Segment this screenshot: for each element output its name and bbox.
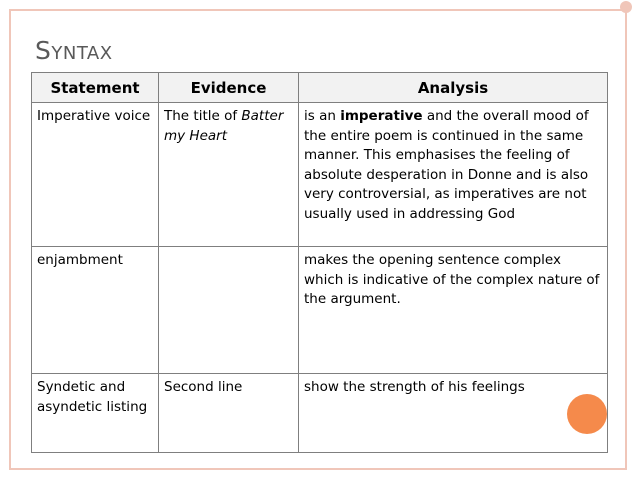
analysis-cell: makes the opening sentence complex which is indicative of the complex nature of the argument.	[299, 247, 608, 374]
evidence-cell: Second line	[159, 374, 299, 453]
analysis-cell: show the strength of his feelings	[299, 374, 608, 453]
statement-cell: Imperative voice	[32, 103, 159, 247]
evidence-text: The title of	[164, 108, 242, 124]
evidence-cell	[159, 103, 299, 247]
slide-title: Syntax	[35, 36, 113, 65]
header-evidence: Evidence	[159, 73, 299, 103]
statement-cell: Syndetic and asyndetic listing	[32, 374, 159, 453]
poem-title: Batter my Heart	[164, 108, 284, 144]
analysis-text: is an	[304, 108, 341, 124]
table-header-row	[32, 73, 608, 103]
table-row	[32, 247, 608, 374]
syntax-table	[31, 72, 608, 453]
header-statement: Statement	[32, 73, 159, 103]
analysis-keyword: imperative	[340, 108, 423, 124]
table-row	[32, 103, 608, 247]
evidence-cell	[159, 247, 299, 374]
analysis-text: and the overall mood of the entire poem is continued in the same manner. This emphasises the feeling of absolute desperation in Donne and is also very controversial, as imperatives are not usually used in addressing God	[304, 108, 589, 222]
corner-decoration-dot	[620, 1, 632, 13]
statement-cell: enjambment	[32, 247, 159, 374]
table-row	[32, 374, 608, 453]
analysis-cell	[299, 103, 608, 247]
header-analysis: Analysis	[299, 73, 608, 103]
accent-decoration-circle	[567, 394, 607, 434]
